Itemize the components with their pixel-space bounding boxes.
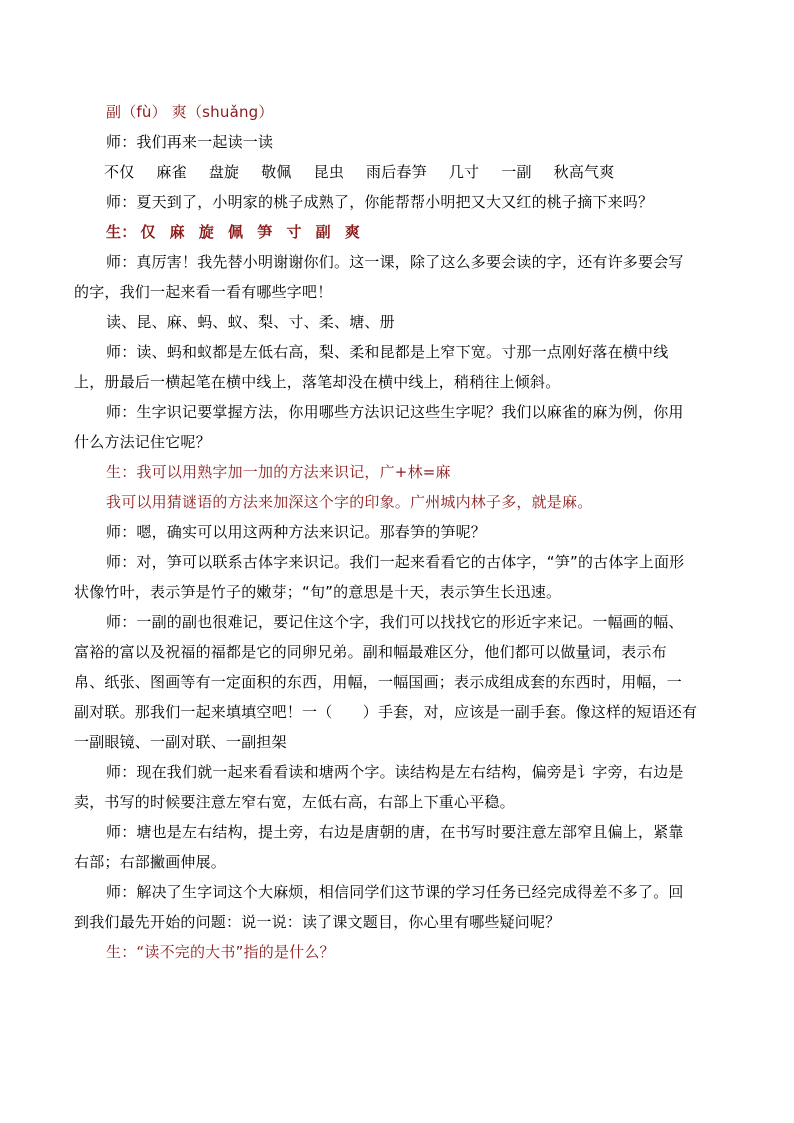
answer-char: 寸 xyxy=(286,223,302,241)
teacher-line-du-b: 卖，书写的时候要注意左窄右宽，左低右高，右部上下重心平稳。 xyxy=(74,793,515,811)
teacher-line-peaches: 师：夏天到了，小明家的桃子成熟了，你能帮帮小明把又大又红的桃子摘下来吗？ xyxy=(106,193,654,211)
vocabulary-list xyxy=(104,157,722,187)
answer-prefix: 生： xyxy=(106,223,137,241)
teacher-line-read-together: 师：我们再来一起读一读 xyxy=(106,133,274,151)
teacher-line-bamboo-shoot: 师：嗯，确实可以用这两种方法来识记。那春笋的笋呢？ xyxy=(106,523,487,541)
teacher-line-fu-c: 帛、纸张、图画等有一定面积的东西，用幅，一幅国画；表示成组成套的东西时，用幅，一 xyxy=(74,673,683,691)
student-line-riddle-method: 我可以用猜谜语的方法来加深这个字的印象。广州城内林子多，就是麻。 xyxy=(106,493,593,511)
teacher-line-question-a: 师：解决了生字词这个大麻烦，相信同学们这节课的学习任务已经完成得差不多了。回 xyxy=(106,883,684,901)
teacher-line-method-a: 师：生字识记要掌握方法，你用哪些方法识记这些生字呢？我们以麻雀的麻为例，你用 xyxy=(106,403,684,421)
answer-char: 笋 xyxy=(257,223,273,241)
answer-char: 副 xyxy=(315,223,331,241)
teacher-line-tang-a: 师：塘也是左右结构，提土旁，右边是唐朝的唐，在书写时要注意左部窄且偏上，紧靠 xyxy=(106,823,684,841)
teacher-line-ancient-b: 状像竹叶，表示笋是竹子的嫩芽；“旬”的意思是十天，表示笋生长迅速。 xyxy=(74,583,562,601)
vocab-word: 昆虫 xyxy=(313,163,345,181)
teacher-line-question-b: 到我们最先开始的问题：说一说：读了课文题目，你心里有哪些疑问呢？ xyxy=(74,913,561,931)
answer-char: 佩 xyxy=(228,223,244,241)
student-answer-chars xyxy=(106,217,722,247)
answer-char: 仅 xyxy=(140,223,156,241)
vocab-word: 不仅 xyxy=(104,163,135,181)
student-line-question: 生：“读不完的大书”指的是什么？ xyxy=(106,943,335,961)
teacher-line-fu-e: 一副眼镜、一副对联、一副担架 xyxy=(74,733,287,751)
teacher-line-tang-b: 右部；右部撇画伸展。 xyxy=(74,853,227,871)
teacher-line-praise-a: 师：真厉害！我先替小明谢谢你们。这一课，除了这么多要会读的字，还有许多要会写 xyxy=(106,253,684,271)
teacher-line-fu-a: 师：一副的副也很难记，要记住这个字，我们可以找找它的形近字来记。一幅画的幅、 xyxy=(106,613,684,631)
teacher-line-fu-b: 富裕的富以及祝福的福都是它的同卵兄弟。副和幅最难区分，他们都可以做量词，表示布 xyxy=(74,643,667,661)
vocab-word: 盘旋 xyxy=(208,163,240,181)
document-body xyxy=(74,97,722,967)
teacher-line-du-a: 师：现在我们就一起来看看读和塘两个字。读结构是左右结构，偏旁是讠字旁，右边是 xyxy=(106,763,684,781)
vocab-word: 一副 xyxy=(501,163,532,181)
vocab-word: 秋高气爽 xyxy=(553,163,615,181)
vocab-word: 几寸 xyxy=(448,163,480,181)
vocab-word: 雨后春笋 xyxy=(366,163,427,181)
pinyin-line: 副（fù） 爽（shuǎng） xyxy=(106,103,274,121)
writing-characters-list: 读、昆、麻、蚂、蚁、梨、寸、柔、塘、册 xyxy=(106,313,395,331)
vocab-word: 敬佩 xyxy=(261,163,292,181)
student-line-add-method: 生：我可以用熟字加一加的方法来识记，广+林=麻 xyxy=(106,463,451,481)
teacher-line-ancient-a: 师：对，笋可以联系古体字来识记。我们一起来看看它的古体字，“笋”的古体字上面形 xyxy=(106,553,685,571)
teacher-line-structure-a: 师：读、蚂和蚁都是左低右高，梨、柔和昆都是上窄下宽。寸那一点刚好落在横中线 xyxy=(106,343,669,361)
teacher-line-fu-d: 副对联。那我们一起来填填空吧！一（ ）手套，对，应该是一副手套。像这样的短语还有 xyxy=(74,703,698,721)
answer-char: 爽 xyxy=(344,223,361,241)
vocab-word: 麻雀 xyxy=(156,163,187,181)
answer-char: 麻 xyxy=(169,223,185,241)
answer-char: 旋 xyxy=(198,223,215,241)
teacher-line-structure-b: 上，册最后一横起笔在横中线上，落笔却没在横中线上，稍稍往上倾斜。 xyxy=(74,373,561,391)
teacher-line-method-b: 什么方法记住它呢？ xyxy=(74,433,211,451)
teacher-line-praise-b: 的字，我们一起来看一看有哪些字吧！ xyxy=(74,283,333,301)
